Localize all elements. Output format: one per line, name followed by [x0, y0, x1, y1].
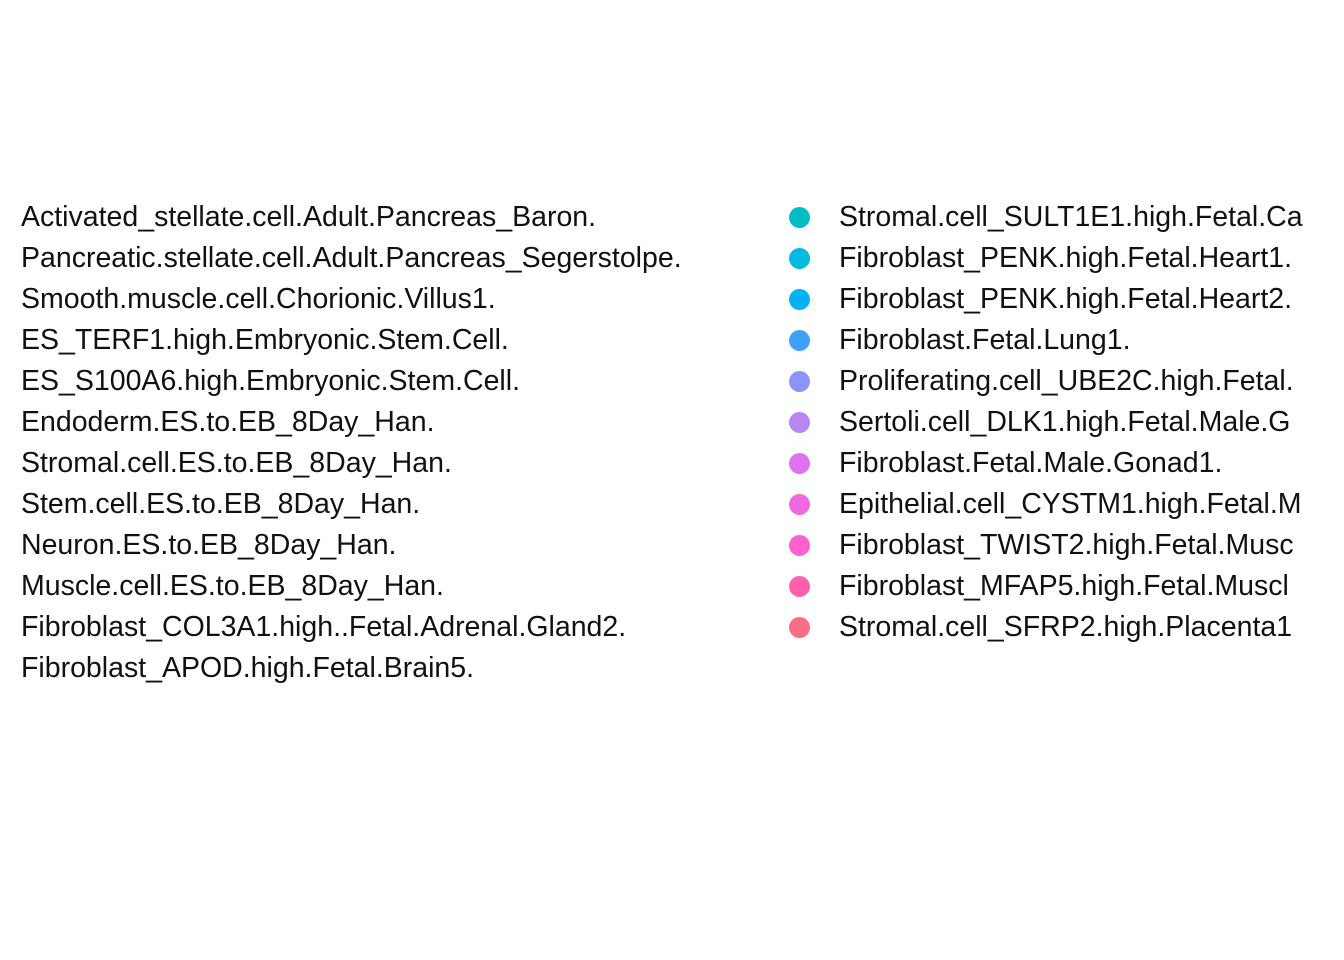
legend-label: Stromal.cell.ES.to.EB_8Day_Han. — [21, 447, 452, 479]
legend-label: ES_TERF1.high.Embryonic.Stem.Cell. — [21, 324, 509, 356]
legend-key-dot — [789, 576, 810, 597]
legend-label: Epithelial.cell_CYSTM1.high.Fetal.M — [839, 488, 1302, 520]
legend-entry — [0, 607, 1344, 648]
legend-label: Fibroblast_MFAP5.high.Fetal.Muscl — [839, 570, 1289, 602]
legend-entry — [0, 238, 1344, 279]
legend-key-dot — [789, 535, 810, 556]
legend-label: Endoderm.ES.to.EB_8Day_Han. — [21, 406, 435, 438]
legend-label: Fibroblast.Fetal.Male.Gonad1. — [839, 447, 1223, 479]
legend-entry — [0, 320, 1344, 361]
legend-label: Activated_stellate.cell.Adult.Pancreas_Baron. — [21, 201, 597, 233]
legend-label: Muscle.cell.ES.to.EB_8Day_Han. — [21, 570, 444, 602]
legend-key-dot — [789, 207, 810, 228]
legend-label: Fibroblast.Fetal.Lung1. — [839, 324, 1131, 356]
legend-key-dot — [789, 412, 810, 433]
legend-entry — [0, 648, 1344, 689]
legend-label: Fibroblast_APOD.high.Fetal.Brain5. — [21, 652, 475, 684]
legend-key-dot — [789, 289, 810, 310]
legend-entry — [0, 279, 1344, 320]
legend-entry — [0, 566, 1344, 607]
legend-key-dot — [789, 371, 810, 392]
legend-label: Fibroblast_TWIST2.high.Fetal.Musc — [839, 529, 1294, 561]
legend-key-dot — [789, 330, 810, 351]
legend-label: Stromal.cell_SULT1E1.high.Fetal.Ca — [839, 201, 1303, 233]
legend-label: Sertoli.cell_DLK1.high.Fetal.Male.G — [839, 406, 1291, 438]
legend-label: Pancreatic.stellate.cell.Adult.Pancreas_Segerstolpe. — [21, 242, 682, 274]
legend-label: Stem.cell.ES.to.EB_8Day_Han. — [21, 488, 421, 520]
legend-label: Fibroblast_PENK.high.Fetal.Heart2. — [839, 283, 1293, 315]
legend-key-dot — [0, 658, 21, 679]
legend-key-dot — [789, 248, 810, 269]
legend-entry — [0, 443, 1344, 484]
legend-label: Fibroblast_COL3A1.high..Fetal.Adrenal.Gland2. — [21, 611, 627, 643]
legend-label: Stromal.cell_SFRP2.high.Placenta1 — [839, 611, 1293, 643]
legend-label: Smooth.muscle.cell.Chorionic.Villus1. — [21, 283, 496, 315]
legend-entry — [0, 402, 1344, 443]
legend-entry — [0, 525, 1344, 566]
legend-label: Fibroblast_PENK.high.Fetal.Heart1. — [839, 242, 1293, 274]
legend-entry — [0, 484, 1344, 525]
legend-label: ES_S100A6.high.Embryonic.Stem.Cell. — [21, 365, 521, 397]
legend-label: Neuron.ES.to.EB_8Day_Han. — [21, 529, 397, 561]
legend-label: Proliferating.cell_UBE2C.high.Fetal. — [839, 365, 1294, 397]
legend-entry — [0, 197, 1344, 238]
legend-key-dot — [789, 494, 810, 515]
legend-entry — [0, 361, 1344, 402]
legend-key-dot — [789, 453, 810, 474]
legend-key-dot — [789, 617, 810, 638]
